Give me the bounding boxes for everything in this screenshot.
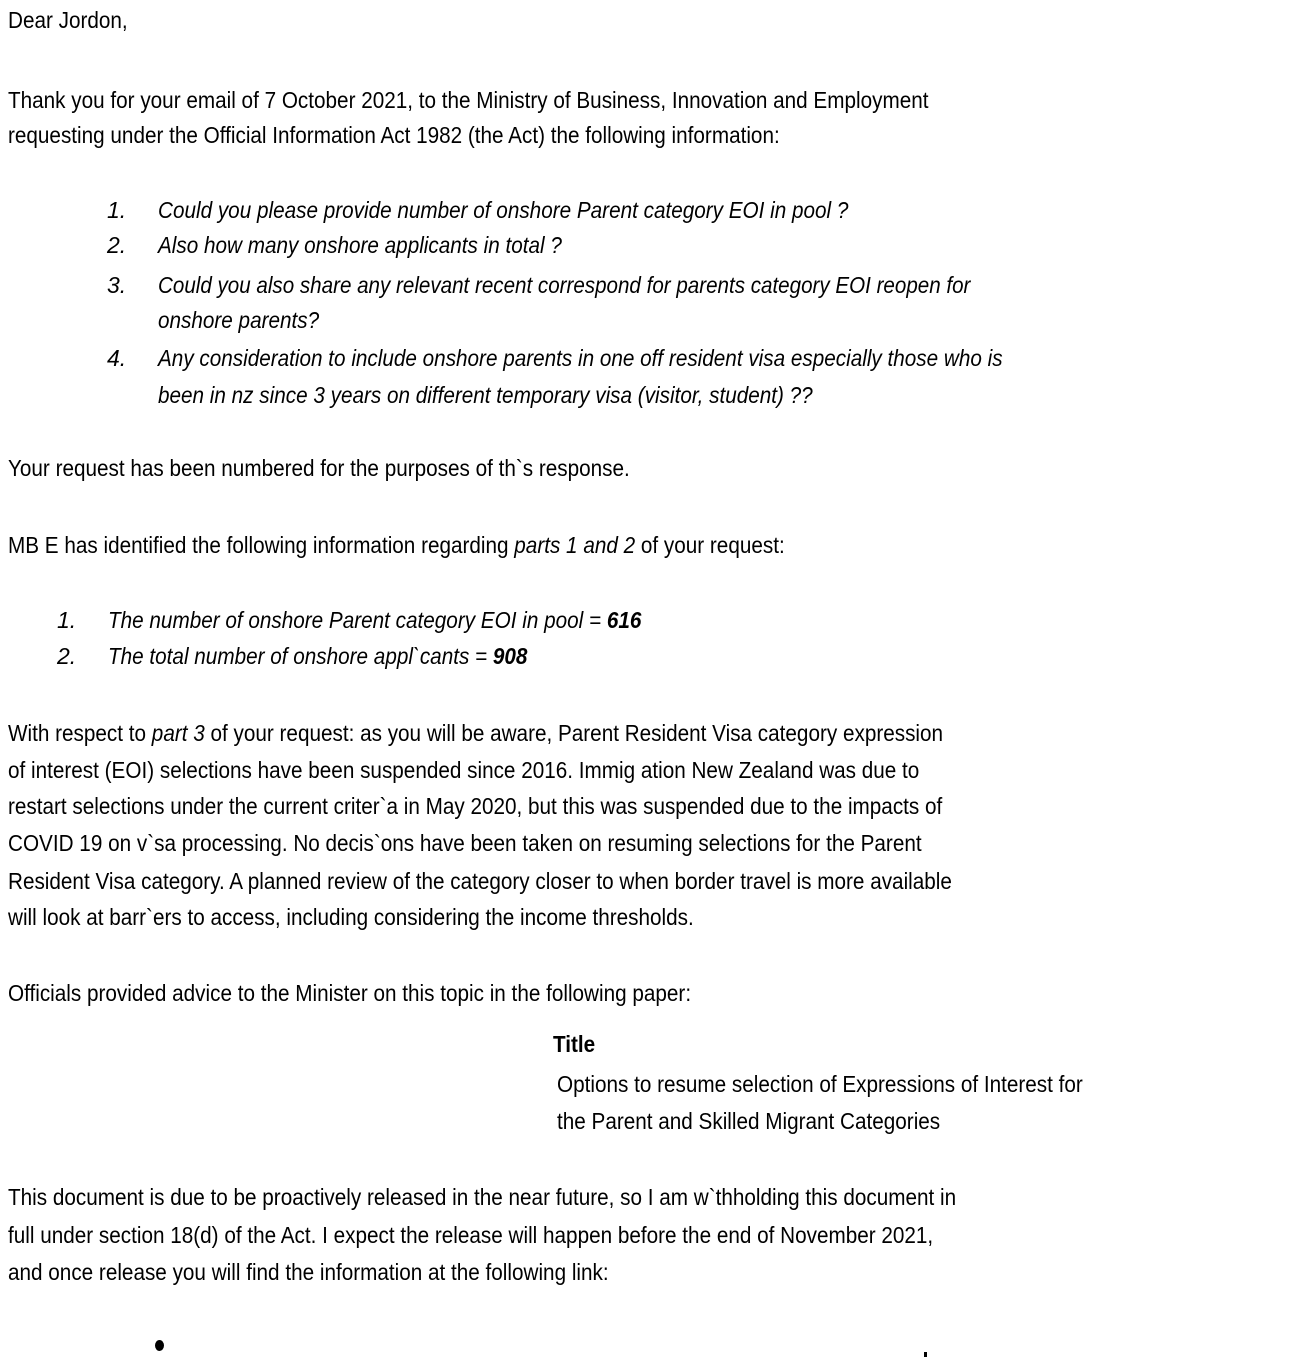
table-header-title: Title — [553, 1031, 596, 1057]
question-4-cont: been in nz since 3 years on different temporary visa (visitor, student) ?? — [158, 382, 813, 408]
part3-line — [8, 719, 943, 747]
list-number: 1. — [107, 197, 127, 223]
list-number: 2. — [57, 643, 77, 669]
answer-value: 616 — [606, 607, 642, 633]
intro-line: Thank you for your email of 7 October 2021, to the Ministry of Business, Innovation and Employment — [8, 87, 929, 113]
identified-text: MB E has identified the following information regarding — [8, 532, 515, 558]
answer-1 — [108, 606, 641, 634]
numbered-note: Your request has been numbered for the purposes of th`s response. — [8, 455, 630, 481]
part3-line: of interest (EOI) selections have been suspended since 2016. Immig ation New Zealand was due to — [8, 757, 920, 783]
question-3-cont: onshore parents? — [158, 307, 320, 333]
answer-2 — [108, 642, 527, 670]
part3-line: COVID 19 on v`sa processing. No decis`ons have been taken on resuming selections for the Parent — [8, 830, 922, 856]
salutation: Dear Jordon, — [8, 7, 128, 33]
question-2: Also how many onshore applicants in total ? — [158, 232, 562, 258]
bullet-icon — [155, 1340, 164, 1351]
question-1: Could you please provide number of onshore Parent category EOI in pool ? — [158, 197, 849, 223]
intro-line: requesting under the Official Information Act 1982 (the Act) the following information: — [8, 122, 780, 148]
part3-line: restart selections under the current criter`a in May 2020, but this was suspended due to the impacts of — [8, 793, 943, 819]
part3-line: Resident Visa category. A planned review of the category closer to when border travel is more available — [8, 868, 952, 894]
paper-title-line: Options to resume selection of Expressions of Interest for — [557, 1071, 1083, 1097]
scan-mark — [924, 1352, 927, 1357]
list-number: 3. — [107, 272, 127, 298]
answer-text: The number of onshore Parent category EOI in pool = — [108, 607, 607, 633]
list-number: 1. — [57, 607, 77, 633]
identified-text-end: of your request: — [635, 532, 785, 558]
answer-value: 908 — [492, 643, 528, 669]
advice-intro: Officials provided advice to the Minister on this topic in the following paper: — [8, 980, 692, 1006]
release-line: This document is due to be proactively released in the near future, so I am w`thholding this document in — [8, 1184, 957, 1210]
identified-line — [8, 531, 785, 559]
part3-text-end: of your request: as you will be aware, Parent Resident Visa category expression — [204, 720, 944, 746]
list-number: 4. — [107, 345, 127, 371]
part3-line: will look at barr`ers to access, including considering the income thresholds. — [8, 904, 694, 930]
paper-title-line: the Parent and Skilled Migrant Categories — [557, 1108, 941, 1134]
release-line: and once release you will find the information at the following link: — [8, 1259, 609, 1285]
part3-text: With respect to — [8, 720, 152, 746]
part3-ref: part 3 — [151, 720, 205, 746]
answer-text: The total number of onshore appl`cants = — [108, 643, 493, 669]
list-number: 2. — [107, 232, 127, 258]
question-3: Could you also share any relevant recent correspond for parents category EOI reopen for — [158, 272, 971, 298]
question-4: Any consideration to include onshore parents in one off resident visa especially those who is — [158, 345, 1003, 371]
release-line: full under section 18(d) of the Act. I expect the release will happen before the end of November 2021, — [8, 1222, 934, 1248]
identified-parts: parts 1 and 2 — [514, 532, 636, 558]
